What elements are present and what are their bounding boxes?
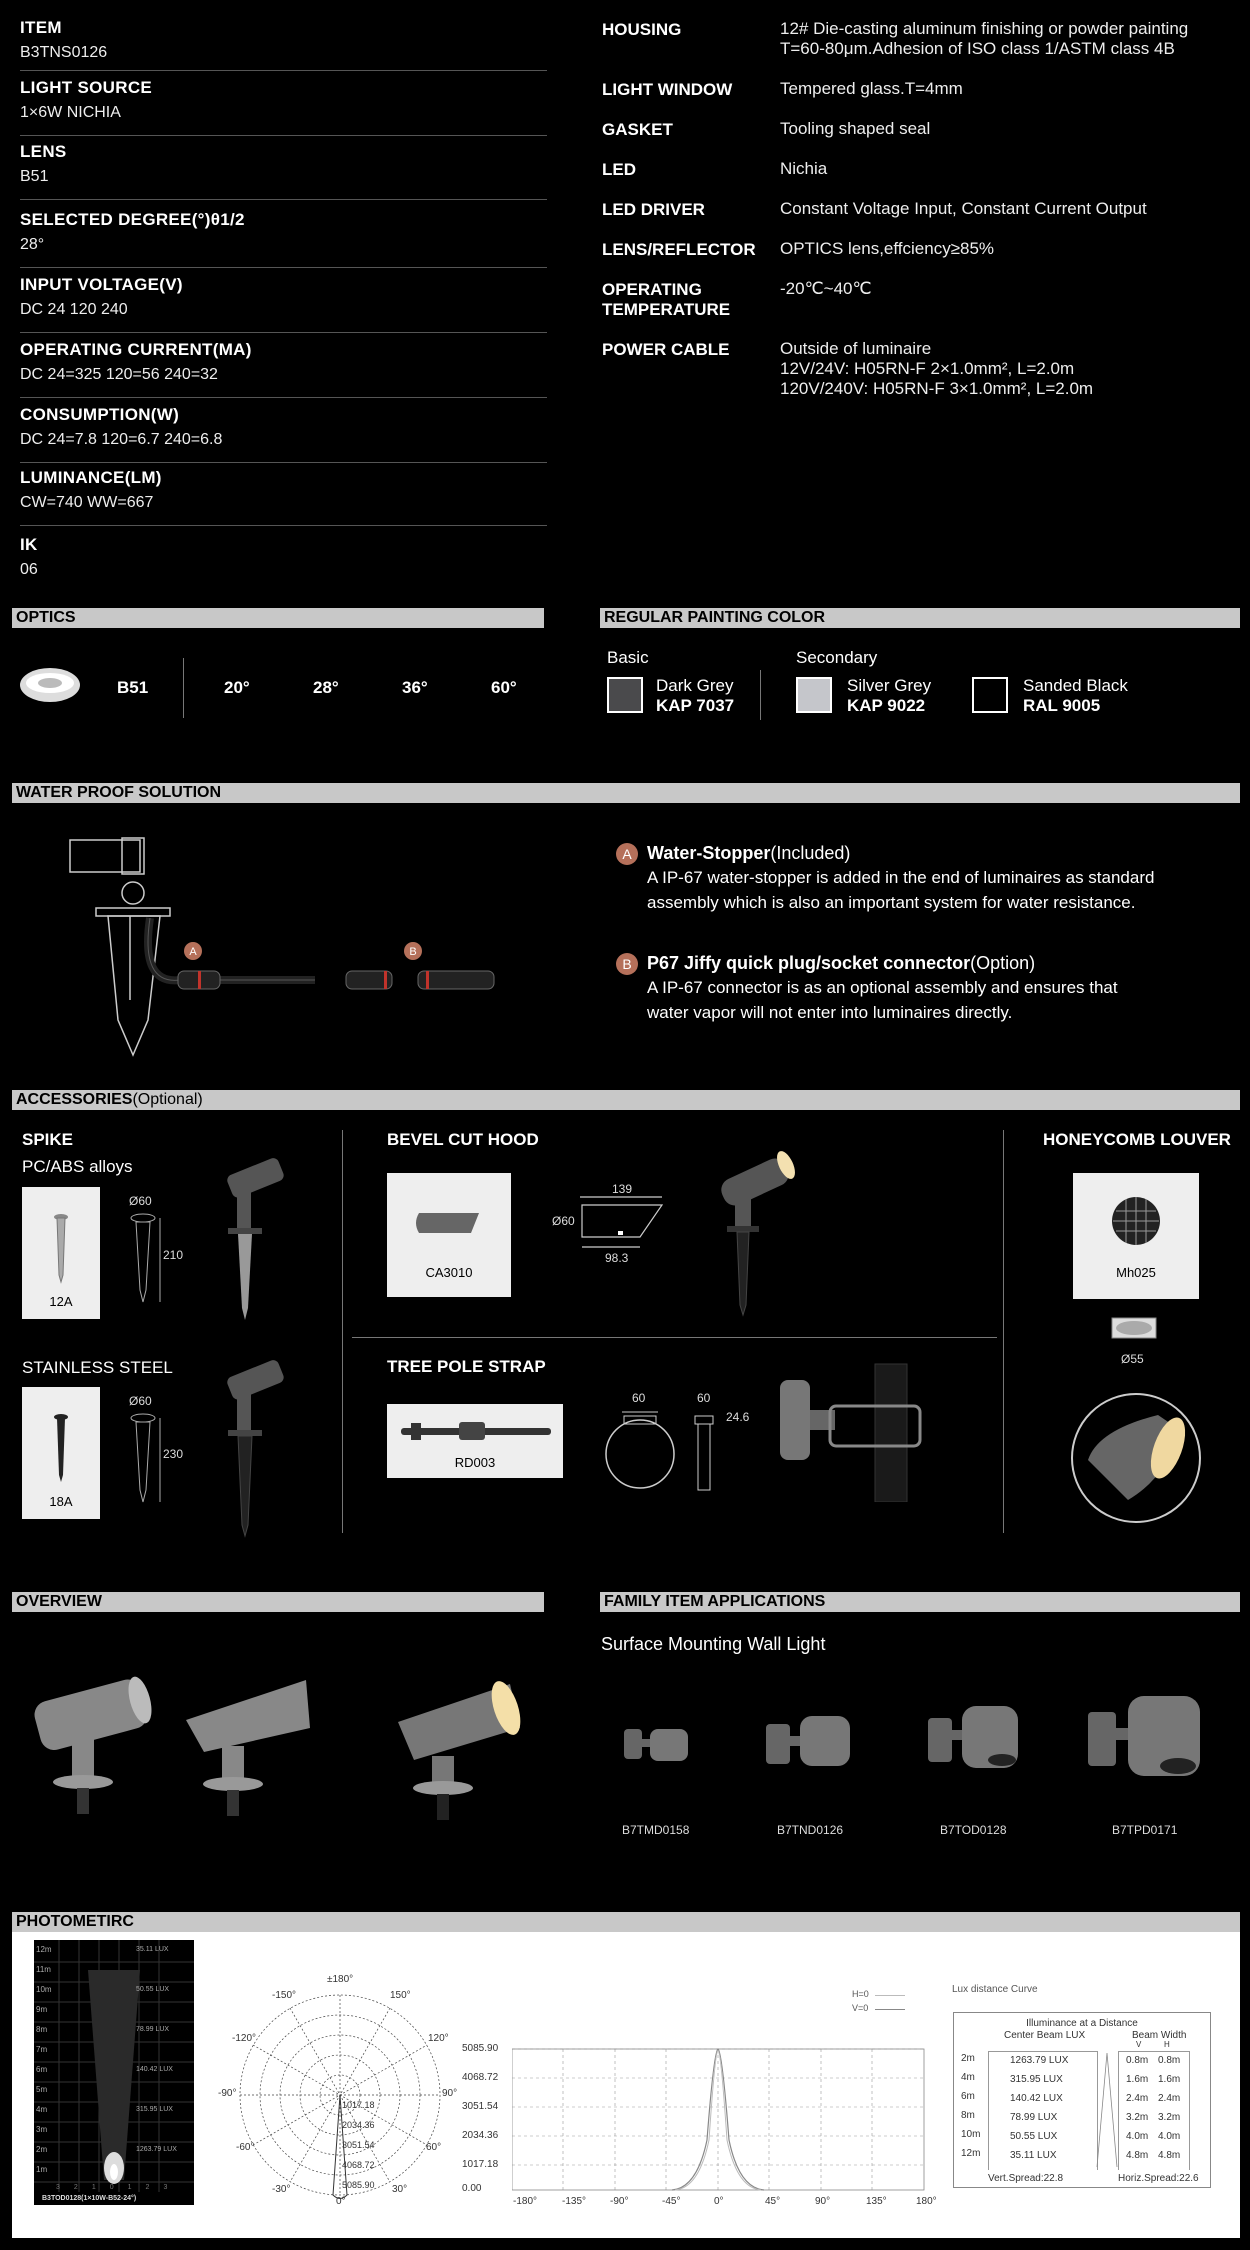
curve-legend-h-line [875, 1995, 905, 1996]
spike-icon [22, 1187, 100, 1297]
bevel-code: CA3010 [425, 1265, 473, 1280]
curve-x-tick: -90° [610, 2196, 629, 2207]
family-item-code: B7TPD0171 [1112, 1823, 1178, 1837]
strap-width: 60 [697, 1391, 711, 1405]
spec-value: Nichia [780, 159, 828, 178]
section-bar-optics: OPTICS [12, 608, 544, 628]
bevel-width: 139 [612, 1182, 633, 1196]
bevel-dimension-drawing [578, 1195, 668, 1255]
spec-row [20, 340, 547, 398]
lux-row-h: 1.6m [1158, 2074, 1181, 2085]
section-bar-photometric: PHOTOMETIRC [12, 1912, 1240, 1932]
polar-angle: -60° [236, 2142, 255, 2153]
lux-row-value: 140.42 LUX [1010, 2093, 1063, 2104]
curve-x-tick: 180° [916, 2196, 937, 2207]
beam-lux: 315.95 LUX [136, 2106, 173, 2113]
spec-value: Outside of luminaire [780, 339, 932, 358]
spec-value: DC 24=7.8 120=6.7 240=6.8 [20, 431, 223, 448]
curve-y-tick: 0.00 [462, 2183, 482, 2194]
spike-title: SPIKE [22, 1130, 74, 1149]
spec-label: LUMINANCE(LM) [20, 468, 162, 487]
overview-fixture-lit-image [390, 1670, 530, 1830]
spec-label: GASKET [602, 120, 673, 139]
lux-row-value: 315.95 LUX [1010, 2074, 1063, 2085]
spec-value: DC 24 120 240 [20, 301, 128, 318]
beam-x-tick: 2 [145, 2184, 164, 2191]
spec-label: TEMPERATURE [602, 300, 731, 319]
honeycomb-card [1073, 1173, 1199, 1299]
family-wall-light-image [620, 1715, 700, 1775]
spec-label: HOUSING [602, 20, 682, 39]
spec-row [20, 210, 547, 268]
lux-row-distance: 6m [961, 2091, 975, 2102]
lux-row-h: 3.2m [1158, 2112, 1181, 2123]
tree-strap-fixture-image [770, 1362, 950, 1502]
family-item-code: B7TND0126 [777, 1823, 844, 1837]
beam-x-tick: 1 [91, 2184, 110, 2191]
curve-legend-v: V=0 [852, 2003, 869, 2013]
wp-b-suffix: (Option) [970, 953, 1036, 973]
beam-x-tick: 3 [56, 2184, 74, 2191]
spec-value: Constant Voltage Input, Constant Current Output [780, 199, 1147, 218]
angle-option: 28° [313, 678, 339, 697]
lux-row-distance: 2m [961, 2053, 975, 2064]
lux-row-v: 4.8m [1126, 2150, 1149, 2161]
lux-row-v: 2.4m [1126, 2093, 1149, 2104]
family-wall-light-image [922, 1700, 1022, 1780]
family-wall-light-image [760, 1708, 860, 1778]
spec-row [20, 405, 547, 463]
spec-value: Tempered glass.T=4mm [780, 79, 963, 98]
badge-b-icon: B [616, 953, 638, 975]
spike-card [22, 1187, 100, 1319]
wp-b-line: A IP-67 connector is as an optional assembly and ensures that [647, 978, 1118, 997]
overview-fixture-image [30, 1670, 160, 1820]
angle-option: 20° [224, 678, 250, 697]
polar-value: 2034.36 [342, 2120, 375, 2130]
lux-row-h: 4.0m [1158, 2131, 1181, 2142]
svg-text:A: A [189, 946, 197, 958]
lens-icon [18, 665, 82, 705]
spec-label: IK [20, 535, 38, 554]
tree-card [387, 1404, 563, 1478]
wp-a-title-bold: Water-Stopper [647, 843, 771, 863]
beam-x-tick: 0 [109, 2184, 128, 2191]
bevel-diameter: Ø60 [552, 1214, 575, 1228]
spec-row [20, 78, 547, 136]
vert-spread: Vert.Spread:22.8 [988, 2173, 1064, 2184]
divider [760, 670, 761, 720]
beam-distance: 6m [36, 2065, 48, 2074]
honeycomb-code: Mh025 [1116, 1265, 1156, 1280]
spec-row [20, 142, 547, 200]
divider [352, 1337, 997, 1338]
lux-cone-icon [1096, 2051, 1118, 2169]
lux-row-h: 2.4m [1158, 2093, 1181, 2104]
spec-label: LIGHT WINDOW [602, 80, 733, 99]
accessories-title: ACCESSORIES [16, 1091, 133, 1108]
beam-distance: 10m [36, 1985, 52, 1994]
curve-x-tick: 135° [866, 2196, 887, 2207]
spike-card [22, 1387, 100, 1519]
spec-row [20, 468, 547, 526]
polar-angle: 60° [426, 2142, 442, 2153]
color-swatch-sanded-black [972, 677, 1008, 713]
section-bar-family: FAMILY ITEM APPLICATIONS [600, 1592, 1240, 1612]
color-swatch-dark-grey [607, 677, 643, 713]
angle-option: 36° [402, 678, 428, 697]
spike-black-icon [22, 1387, 100, 1497]
beam-distance-scale [36, 1940, 52, 2180]
spec-value: 1×6W NICHIA [20, 104, 121, 121]
divider [183, 658, 184, 718]
divider [342, 1130, 343, 1533]
curve-x-tick: -180° [513, 2196, 538, 2207]
lux-row-v: 0.8m [1126, 2055, 1149, 2066]
beam-distance: 7m [36, 2045, 48, 2054]
curve-y-tick: 5085.90 [462, 2043, 499, 2054]
lux-col-h: H [1164, 2040, 1170, 2049]
honeycomb-diameter: Ø55 [1121, 1352, 1144, 1366]
beam-x-tick: 1 [127, 2184, 146, 2191]
lux-table-title: Illuminance at a Distance [1026, 2018, 1138, 2029]
curve-x-tick: 45° [765, 2196, 781, 2207]
spec-label: LIGHT SOURCE [20, 78, 153, 97]
spec-label: INPUT VOLTAGE(V) [20, 275, 183, 294]
secondary-label: Secondary [796, 648, 878, 667]
wp-b-title-bold: P67 Jiffy quick plug/socket connector [647, 953, 971, 973]
family-subtitle: Surface Mounting Wall Light [601, 1634, 826, 1654]
beam-distance: 11m [36, 1965, 51, 1974]
polar-angle: ±180° [327, 1974, 354, 1985]
beam-distance: 2m [36, 2145, 48, 2154]
lux-row-distance: 8m [961, 2110, 975, 2121]
overview-fixture-hood-image [180, 1670, 320, 1830]
section-bar-accessories [12, 1090, 1240, 1110]
lux-row-h: 0.8m [1158, 2055, 1181, 2066]
color-swatch-silver-grey [796, 677, 832, 713]
wp-b-line: water vapor will not enter into luminaires directly. [647, 1003, 1013, 1022]
spec-label: LED [602, 160, 636, 179]
strap-width: 60 [632, 1391, 646, 1405]
lux-row-value: 35.11 LUX [1010, 2150, 1057, 2161]
curve-y-tick: 1017.18 [462, 2159, 499, 2170]
spec-value: Tooling shaped seal [780, 119, 931, 138]
color-code: RAL 9005 [1023, 696, 1101, 715]
color-name: Sanded Black [1023, 676, 1128, 695]
beam-distance: 3m [36, 2125, 48, 2134]
tree-title: TREE POLE STRAP [387, 1357, 546, 1376]
lux-table [953, 2012, 1211, 2188]
spec-value: B51 [20, 168, 49, 185]
spec-label: LED DRIVER [602, 200, 705, 219]
bevel-title: BEVEL CUT HOOD [387, 1130, 539, 1149]
lux-row-v: 4.0m [1126, 2131, 1149, 2142]
color-name: Silver Grey [847, 676, 932, 695]
beam-lux: 140.42 LUX [136, 2066, 173, 2073]
svg-text:B: B [409, 946, 417, 958]
polar-angle: 90° [442, 2088, 458, 2099]
color-code: KAP 9022 [847, 696, 926, 715]
spike-code: 18A [49, 1494, 73, 1509]
spike-diameter: Ø60 [129, 1394, 152, 1408]
curve-y-tick: 2034.36 [462, 2130, 499, 2141]
wp-a-line: assembly which is also an important system for water resistance. [647, 893, 1136, 912]
polar-angle: 0° [336, 2196, 346, 2207]
spec-value: OPTICS lens,effciency≥85% [780, 239, 995, 258]
polar-value: 4068.72 [342, 2160, 375, 2170]
beam-lux: 78.99 LUX [136, 2026, 170, 2033]
strap-ring-drawing [602, 1408, 678, 1494]
curve-x-tick: -135° [562, 2196, 587, 2207]
bevel-hood-icon [387, 1173, 511, 1273]
polar-value: 1017.18 [342, 2100, 375, 2110]
spec-value: 12# Die-casting aluminum finishing or powder painting [780, 19, 1189, 38]
spec-label: CONSUMPTION(W) [20, 405, 180, 424]
bevel-fixture-image [705, 1140, 805, 1320]
spec-label: POWER CABLE [602, 340, 730, 359]
beam-lux: 1263.79 LUX [136, 2146, 177, 2153]
spec-row [20, 18, 547, 71]
curve-legend-v-line [875, 2009, 905, 2010]
polar-angle: -150° [272, 1990, 297, 2001]
spec-row [20, 275, 547, 333]
beam-image-caption: B3TOD0128(1×10W-B52-24°) [42, 2195, 137, 2202]
tree-code: RD003 [454, 1455, 496, 1470]
waterproof-diagram [60, 830, 510, 1060]
lux-curve-title: Lux distance Curve [952, 1984, 1038, 1995]
curve-legend-h: H=0 [852, 1989, 869, 1999]
polar-angle: 30° [392, 2184, 408, 2195]
color-name: Dark Grey [656, 676, 734, 695]
spec-label: SELECTED DEGREE(°)θ1/2 [20, 210, 245, 229]
polar-angle: 150° [390, 1990, 411, 2001]
wp-a-suffix: (Included) [770, 843, 851, 863]
spike-fixture-image [210, 1350, 290, 1540]
spec-value: T=60-80μm.Adhesion of ISO class 1/ASTM class 4B [780, 39, 1175, 58]
angle-option: 60° [491, 678, 517, 697]
section-bar-painting: REGULAR PAINTING COLOR [600, 608, 1240, 628]
spec-label: ITEM [20, 18, 62, 37]
lux-row-distance: 10m [961, 2129, 981, 2140]
lux-row-distance: 4m [961, 2072, 975, 2083]
lux-col-center: Center Beam LUX [1004, 2030, 1086, 2041]
spec-value: DC 24=325 120=56 240=32 [20, 366, 218, 383]
section-bar-waterproof: WATER PROOF SOLUTION [12, 783, 1240, 803]
polar-angle: 120° [428, 2033, 449, 2044]
honeycomb-detail-image [1068, 1390, 1204, 1526]
spike-material: PC/ABS alloys [22, 1157, 133, 1176]
beam-lux: 50.55 LUX [136, 1986, 170, 1993]
spec-value: -20℃~40℃ [780, 279, 872, 298]
bevel-card [387, 1173, 511, 1297]
beam-distance: 8m [36, 2025, 48, 2034]
beam-distance: 1m [36, 2165, 48, 2174]
curve-x-tick: 90° [815, 2196, 831, 2207]
polar-angle: -120° [232, 2033, 257, 2044]
lux-row-v: 3.2m [1126, 2112, 1149, 2123]
lux-col-v: V [1136, 2040, 1142, 2049]
lux-row-value: 78.99 LUX [1010, 2112, 1058, 2123]
wp-a-line: A IP-67 water-stopper is added in the end of luminaires as standard [647, 868, 1155, 887]
spec-label: LENS [20, 142, 67, 161]
badge-a-icon: A [616, 843, 638, 865]
wp-b-title [647, 953, 1035, 974]
color-code: KAP 7037 [656, 696, 735, 715]
polar-value: 5085.90 [342, 2180, 375, 2190]
beam-distance: 12m [36, 1945, 52, 1954]
spec-label: OPERATING [602, 280, 702, 299]
intensity-curve-chart [512, 2040, 927, 2192]
beam-distance: 4m [36, 2105, 48, 2114]
horiz-spread: Horiz.Spread:22.6 [1118, 2173, 1199, 2184]
honeycomb-title: HONEYCOMB LOUVER [1043, 1130, 1231, 1149]
stainless-title: STAINLESS STEEL [22, 1358, 173, 1377]
lux-row-v: 1.6m [1126, 2074, 1149, 2085]
strap-icon [387, 1404, 563, 1459]
honeycomb-dimension-drawing [1110, 1316, 1158, 1340]
lux-row-value: 1263.79 LUX [1010, 2055, 1069, 2066]
spec-value: 120V/240V: H05RN-F 3×1.0mm², L=2.0m [780, 379, 1094, 398]
spec-value: 28° [20, 236, 45, 253]
family-wall-light-image [1082, 1690, 1207, 1790]
spec-value: CW=740 WW=667 [20, 494, 154, 511]
spike-height: 230 [163, 1447, 184, 1461]
beam-distance: 5m [36, 2085, 48, 2094]
spec-value: 06 [20, 561, 38, 578]
section-bar-overview: OVERVIEW [12, 1592, 544, 1612]
curve-x-tick: -45° [662, 2196, 681, 2207]
polar-angle: -90° [218, 2088, 237, 2099]
spike-height: 210 [163, 1248, 184, 1262]
family-item-code: B7TOD0128 [940, 1823, 1007, 1837]
family-item-code: B7TMD0158 [622, 1823, 690, 1837]
beam-x-tick: 2 [73, 2184, 92, 2191]
divider [1003, 1130, 1004, 1533]
beam-distance: 9m [36, 2005, 48, 2014]
beam-x-ticks [56, 2184, 181, 2191]
lux-row-h: 4.8m [1158, 2150, 1181, 2161]
strap-height: 24.6 [726, 1410, 750, 1424]
lens-code: B51 [117, 678, 149, 697]
lux-row-value: 50.55 LUX [1010, 2131, 1058, 2142]
curve-x-tick: 0° [714, 2196, 724, 2207]
spec-label: LENS/REFLECTOR [602, 240, 756, 259]
beam-x-tick: 3 [163, 2184, 182, 2191]
wp-a-title [647, 843, 850, 864]
spike-diameter: Ø60 [129, 1194, 152, 1208]
beam-lux: 35.11 LUX [136, 1946, 169, 1953]
polar-value: 3051.54 [342, 2140, 375, 2150]
strap-side-drawing [690, 1408, 730, 1494]
spec-value: 12V/24V: H05RN-F 2×1.0mm², L=2.0m [780, 359, 1075, 378]
lux-row-distance: 12m [961, 2148, 981, 2159]
spec-row [20, 535, 547, 587]
curve-y-tick: 3051.54 [462, 2101, 499, 2112]
curve-y-tick: 4068.72 [462, 2072, 499, 2083]
spike-fixture-image [210, 1148, 290, 1323]
lux-col-width: Beam Width [1132, 2030, 1187, 2041]
basic-label: Basic [607, 648, 649, 667]
spec-value: B3TNS0126 [20, 44, 108, 61]
accessories-optional: (Optional) [132, 1091, 203, 1108]
spec-label: OPERATING CURRENT(MA) [20, 340, 252, 359]
spike-code: 12A [49, 1294, 73, 1309]
honeycomb-icon [1073, 1173, 1199, 1273]
polar-angle: -30° [272, 2184, 291, 2195]
bevel-bottom: 98.3 [605, 1251, 629, 1265]
beam-image [34, 1940, 194, 2205]
